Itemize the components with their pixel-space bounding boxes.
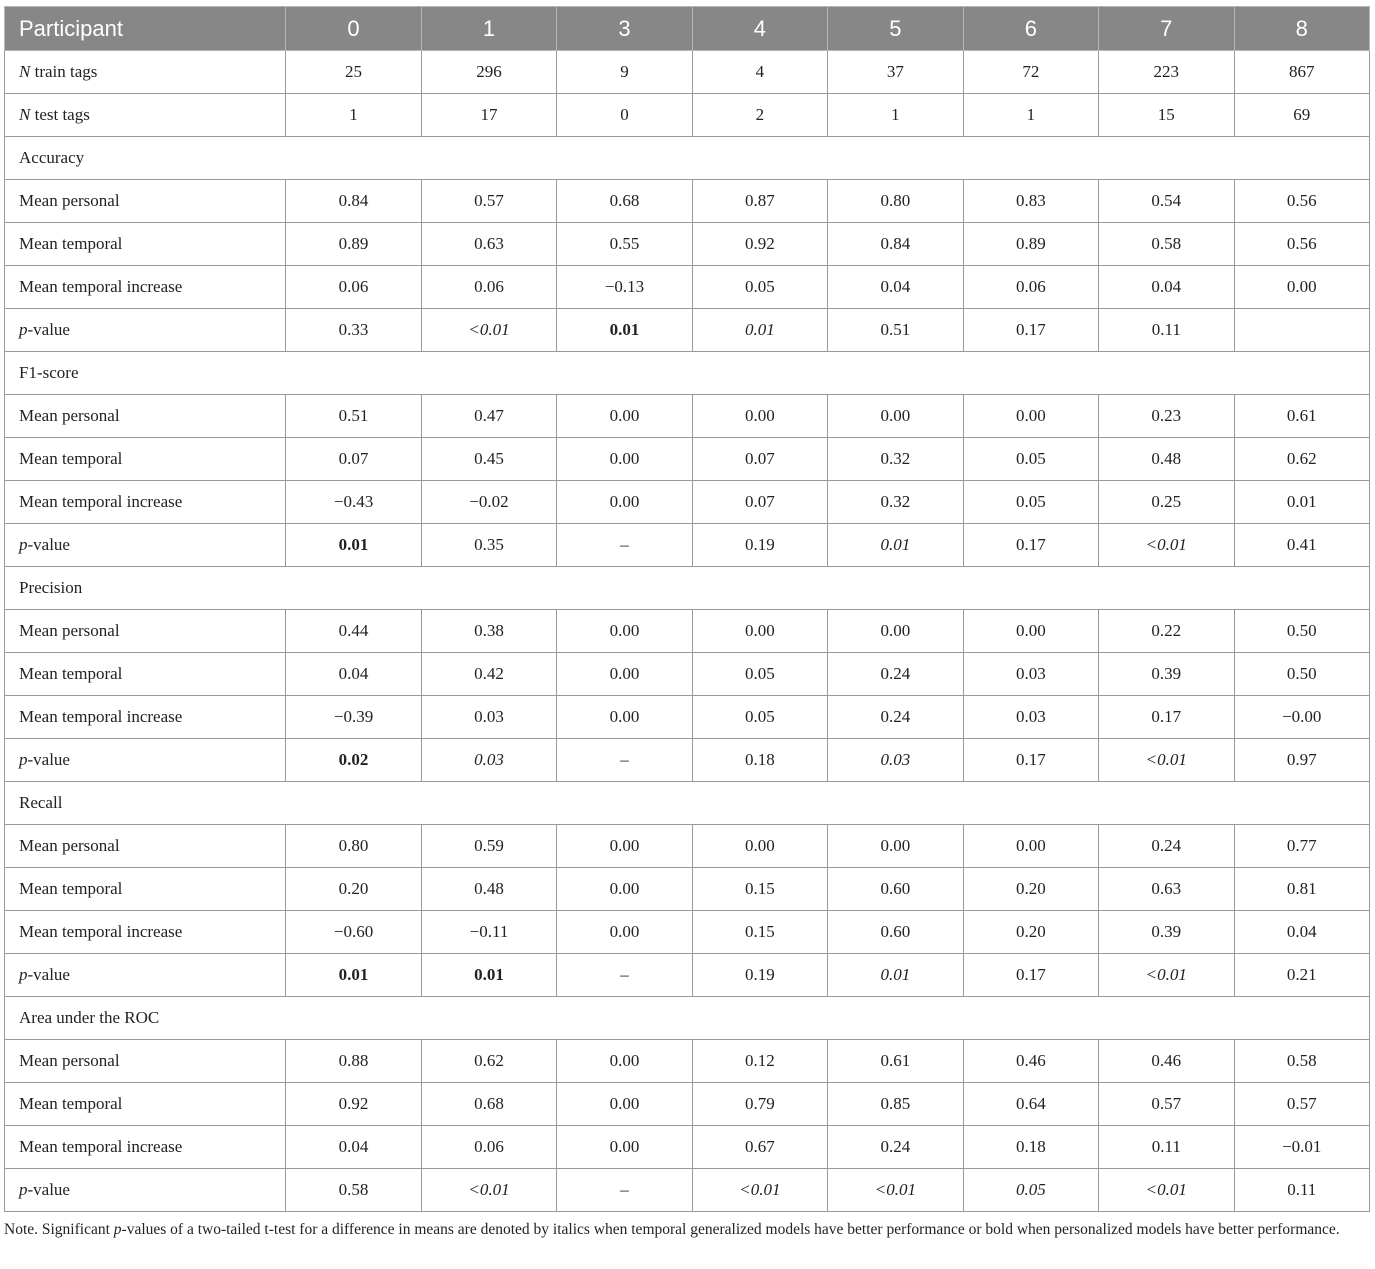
table-cell: 0.83 <box>963 180 1098 223</box>
table-cell: 0.01 <box>286 954 421 997</box>
row-label <box>5 1126 286 1169</box>
p-suffix: -value <box>27 535 70 554</box>
table-cell: 0.45 <box>421 438 556 481</box>
table-cell: 0.87 <box>692 180 827 223</box>
table-cell: <0.01 <box>1099 1169 1234 1212</box>
table-cell: 1 <box>828 94 963 137</box>
table-cell: 0.59 <box>421 825 556 868</box>
table-cell: 0.01 <box>421 954 556 997</box>
table-row <box>5 266 1370 309</box>
row-label-text: Mean personal <box>19 191 120 210</box>
table-cell: −0.00 <box>1234 696 1370 739</box>
row-label-text: Mean personal <box>19 836 120 855</box>
p-italic: p <box>19 535 28 554</box>
row-label-text: Mean personal <box>19 1051 120 1070</box>
results-table-container <box>4 6 1370 1212</box>
note-text: -values of a two-tailed t-test for a difference in means are denoted by italics when temporal generalized models have better performance or bold when personalized models have better performance. <box>121 1221 1340 1238</box>
table-cell: 0.18 <box>692 739 827 782</box>
table-cell: 0.06 <box>421 266 556 309</box>
table-cell: 0.20 <box>963 868 1098 911</box>
table-row <box>5 696 1370 739</box>
table-row <box>5 911 1370 954</box>
table-cell: 72 <box>963 51 1098 94</box>
row-label <box>5 266 286 309</box>
table-row <box>5 868 1370 911</box>
table-row <box>5 309 1370 352</box>
table-cell: −0.43 <box>286 481 421 524</box>
table-cell: 0.04 <box>828 266 963 309</box>
table-cell: 0.51 <box>286 395 421 438</box>
row-label-text: Mean temporal <box>19 449 123 468</box>
table-cell: 0.15 <box>692 868 827 911</box>
table-cell: 0.88 <box>286 1040 421 1083</box>
table-cell: 0.63 <box>421 223 556 266</box>
table-cell: 0.33 <box>286 309 421 352</box>
row-label-text: Mean temporal <box>19 879 123 898</box>
table-row <box>5 481 1370 524</box>
table-cell: 0.63 <box>1099 868 1234 911</box>
table-cell: 1 <box>286 94 421 137</box>
table-cell: 0.39 <box>1099 653 1234 696</box>
row-label <box>5 1040 286 1083</box>
row-label <box>5 94 286 137</box>
table-cell: 0.17 <box>963 309 1098 352</box>
row-label-italic: N <box>19 62 31 81</box>
table-cell: 0.01 <box>692 309 827 352</box>
table-cell: 0.03 <box>963 653 1098 696</box>
table-cell: 0.58 <box>1234 1040 1370 1083</box>
row-label-rest: train tags <box>30 62 98 81</box>
table-row <box>5 1126 1370 1169</box>
table-cell: 0.38 <box>421 610 556 653</box>
p-italic: p <box>19 1180 28 1199</box>
row-label <box>5 309 286 352</box>
row-label-rest: test tags <box>30 105 90 124</box>
table-cell: 296 <box>421 51 556 94</box>
table-cell: 0.68 <box>557 180 692 223</box>
table-cell: 0.60 <box>828 911 963 954</box>
p-suffix: -value <box>27 750 70 769</box>
table-cell: 0.01 <box>828 954 963 997</box>
section-row <box>5 137 1370 180</box>
table-cell: 0.00 <box>692 610 827 653</box>
row-label <box>5 438 286 481</box>
row-label-text: Mean temporal increase <box>19 1137 183 1156</box>
table-cell: 0.81 <box>1234 868 1370 911</box>
table-cell: 0.04 <box>1099 266 1234 309</box>
table-cell: 0.00 <box>557 696 692 739</box>
p-suffix: -value <box>27 320 70 339</box>
section-title: Precision <box>5 567 1370 610</box>
table-cell: 0.89 <box>286 223 421 266</box>
table-cell: 0.17 <box>963 954 1098 997</box>
table-cell: <0.01 <box>828 1169 963 1212</box>
table-row <box>5 825 1370 868</box>
table-cell: 0.22 <box>1099 610 1234 653</box>
table-cell: 0.07 <box>692 481 827 524</box>
table-cell: −0.11 <box>421 911 556 954</box>
table-cell: 0.04 <box>286 1126 421 1169</box>
table-cell: 0.00 <box>557 438 692 481</box>
table-row <box>5 438 1370 481</box>
table-cell: 0.06 <box>286 266 421 309</box>
table-cell: – <box>557 1169 692 1212</box>
table-cell: 0.57 <box>1234 1083 1370 1126</box>
table-cell: 0.05 <box>963 438 1098 481</box>
row-label-text: Mean temporal <box>19 664 123 683</box>
table-cell: 0.04 <box>1234 911 1370 954</box>
row-label <box>5 223 286 266</box>
table-cell: 0.64 <box>963 1083 1098 1126</box>
table-cell: 0.48 <box>421 868 556 911</box>
table-note <box>4 1218 1370 1242</box>
table-cell: 0.15 <box>692 911 827 954</box>
header-col: 6 <box>963 7 1098 51</box>
table-cell: 15 <box>1099 94 1234 137</box>
header-col: 1 <box>421 7 556 51</box>
table-cell: −0.02 <box>421 481 556 524</box>
table-row <box>5 524 1370 567</box>
table-cell: 0.00 <box>692 825 827 868</box>
table-cell: 0.57 <box>421 180 556 223</box>
table-cell: 0.18 <box>963 1126 1098 1169</box>
row-label-text <box>19 535 70 554</box>
row-label-text: Mean personal <box>19 621 120 640</box>
table-cell: 0.02 <box>286 739 421 782</box>
table-cell: 0.42 <box>421 653 556 696</box>
p-italic: p <box>19 750 28 769</box>
table-cell: 0.46 <box>963 1040 1098 1083</box>
table-row <box>5 1083 1370 1126</box>
table-row <box>5 51 1370 94</box>
table-cell: 0.35 <box>421 524 556 567</box>
header-col: 0 <box>286 7 421 51</box>
table-cell: 0.07 <box>692 438 827 481</box>
row-label-text: Mean temporal increase <box>19 492 183 511</box>
table-cell: 4 <box>692 51 827 94</box>
table-cell: 0.79 <box>692 1083 827 1126</box>
row-label <box>5 180 286 223</box>
table-cell: 0.04 <box>286 653 421 696</box>
table-row <box>5 1040 1370 1083</box>
table-cell: 0.55 <box>557 223 692 266</box>
table-cell: −0.01 <box>1234 1126 1370 1169</box>
table-cell: 0.00 <box>963 610 1098 653</box>
row-label-text: Mean temporal increase <box>19 922 183 941</box>
table-cell: 0.84 <box>286 180 421 223</box>
table-cell: 0.05 <box>692 653 827 696</box>
table-cell: 0.00 <box>828 610 963 653</box>
table-cell: 0.61 <box>1234 395 1370 438</box>
p-suffix: -value <box>27 965 70 984</box>
table-cell: 0.50 <box>1234 610 1370 653</box>
table-cell: 0.05 <box>963 481 1098 524</box>
section-row <box>5 352 1370 395</box>
header-col: 5 <box>828 7 963 51</box>
p-italic: p <box>19 320 28 339</box>
table-cell: 0.17 <box>963 739 1098 782</box>
table-cell: 0.00 <box>557 825 692 868</box>
table-cell: 0.24 <box>828 653 963 696</box>
table-cell: 0.25 <box>1099 481 1234 524</box>
table-cell: 0.56 <box>1234 180 1370 223</box>
note-p-italic: p <box>113 1221 122 1238</box>
table-cell: 0.44 <box>286 610 421 653</box>
table-cell: 867 <box>1234 51 1370 94</box>
table-cell: <0.01 <box>1099 739 1234 782</box>
table-cell: 0.01 <box>286 524 421 567</box>
p-suffix: -value <box>27 1180 70 1199</box>
table-cell: 0.92 <box>692 223 827 266</box>
section-row <box>5 567 1370 610</box>
table-cell: <0.01 <box>1099 524 1234 567</box>
table-cell: 0.20 <box>963 911 1098 954</box>
row-label <box>5 954 286 997</box>
table-cell: 0.84 <box>828 223 963 266</box>
table-cell: 0.11 <box>1099 309 1234 352</box>
table-row <box>5 610 1370 653</box>
table-cell: 0.24 <box>828 696 963 739</box>
table-row <box>5 739 1370 782</box>
table-cell: 0.00 <box>963 395 1098 438</box>
table-cell: 0.67 <box>692 1126 827 1169</box>
table-cell: 0.19 <box>692 954 827 997</box>
table-cell: 0.68 <box>421 1083 556 1126</box>
table-cell: 0.00 <box>557 481 692 524</box>
table-cell: 0.20 <box>286 868 421 911</box>
header-row <box>5 7 1370 51</box>
header-col: 3 <box>557 7 692 51</box>
table-body <box>5 51 1370 1212</box>
table-cell: 0.03 <box>828 739 963 782</box>
table-cell: 0.89 <box>963 223 1098 266</box>
row-label-text: Mean temporal increase <box>19 277 183 296</box>
table-cell: 0.50 <box>1234 653 1370 696</box>
table-cell <box>1234 309 1370 352</box>
table-cell: 0.51 <box>828 309 963 352</box>
table-cell: 1 <box>963 94 1098 137</box>
table-cell: 0.00 <box>557 868 692 911</box>
section-title: Recall <box>5 782 1370 825</box>
table-row <box>5 94 1370 137</box>
table-cell: 0.12 <box>692 1040 827 1083</box>
table-cell: 0.80 <box>828 180 963 223</box>
table-cell: 0.11 <box>1234 1169 1370 1212</box>
row-label <box>5 653 286 696</box>
row-label <box>5 610 286 653</box>
table-cell: – <box>557 739 692 782</box>
table-cell: 0 <box>557 94 692 137</box>
table-cell: 0.97 <box>1234 739 1370 782</box>
row-label <box>5 51 286 94</box>
table-cell: 25 <box>286 51 421 94</box>
table-cell: 0.77 <box>1234 825 1370 868</box>
table-cell: 0.00 <box>828 825 963 868</box>
table-cell: 0.00 <box>963 825 1098 868</box>
table-cell: 0.56 <box>1234 223 1370 266</box>
table-cell: 0.61 <box>828 1040 963 1083</box>
table-cell: 0.39 <box>1099 911 1234 954</box>
table-header <box>5 7 1370 51</box>
table-cell: 17 <box>421 94 556 137</box>
row-label-italic: N <box>19 105 31 124</box>
table-cell: 0.00 <box>557 1040 692 1083</box>
table-cell: 0.58 <box>1099 223 1234 266</box>
table-cell: 0.23 <box>1099 395 1234 438</box>
table-cell: 0.05 <box>692 266 827 309</box>
table-cell: 0.54 <box>1099 180 1234 223</box>
row-label-text <box>19 965 70 984</box>
row-label-text <box>19 320 70 339</box>
table-cell: 9 <box>557 51 692 94</box>
note-prefix: Note. Significant <box>4 1221 114 1238</box>
row-label <box>5 1169 286 1212</box>
table-cell: 0.05 <box>963 1169 1098 1212</box>
table-row <box>5 223 1370 266</box>
table-cell: 0.24 <box>828 1126 963 1169</box>
table-cell: 69 <box>1234 94 1370 137</box>
table-cell: 0.19 <box>692 524 827 567</box>
table-cell: 0.00 <box>557 653 692 696</box>
table-cell: 0.00 <box>828 395 963 438</box>
row-label-text <box>19 1180 70 1199</box>
results-table <box>4 6 1370 1212</box>
table-cell: 0.00 <box>557 610 692 653</box>
section-row <box>5 997 1370 1040</box>
table-cell: 0.06 <box>963 266 1098 309</box>
table-cell: 0.62 <box>1234 438 1370 481</box>
row-label <box>5 481 286 524</box>
table-cell: 0.01 <box>1234 481 1370 524</box>
table-cell: 0.11 <box>1099 1126 1234 1169</box>
row-label <box>5 911 286 954</box>
table-cell: <0.01 <box>692 1169 827 1212</box>
table-cell: −0.13 <box>557 266 692 309</box>
row-label-text: Mean temporal <box>19 1094 123 1113</box>
row-label <box>5 1083 286 1126</box>
header-col: 4 <box>692 7 827 51</box>
table-cell: 0.03 <box>421 696 556 739</box>
table-cell: 0.80 <box>286 825 421 868</box>
row-label-text: Mean personal <box>19 406 120 425</box>
row-label <box>5 395 286 438</box>
header-participant: Participant <box>5 7 286 51</box>
table-cell: 0.57 <box>1099 1083 1234 1126</box>
table-cell: 0.00 <box>557 911 692 954</box>
table-cell: 0.01 <box>557 309 692 352</box>
header-col: 7 <box>1099 7 1234 51</box>
table-cell: 0.17 <box>963 524 1098 567</box>
table-cell: 37 <box>828 51 963 94</box>
table-cell: 0.41 <box>1234 524 1370 567</box>
table-cell: 0.01 <box>828 524 963 567</box>
table-cell: 2 <box>692 94 827 137</box>
row-label-text: Mean temporal increase <box>19 707 183 726</box>
table-cell: 0.00 <box>692 395 827 438</box>
table-cell: 0.17 <box>1099 696 1234 739</box>
table-row <box>5 954 1370 997</box>
row-label <box>5 739 286 782</box>
table-cell: 0.62 <box>421 1040 556 1083</box>
table-cell: 0.05 <box>692 696 827 739</box>
section-title: F1-score <box>5 352 1370 395</box>
row-label <box>5 696 286 739</box>
table-cell: <0.01 <box>421 1169 556 1212</box>
section-title: Accuracy <box>5 137 1370 180</box>
table-cell: 0.00 <box>557 1083 692 1126</box>
section-row <box>5 782 1370 825</box>
p-italic: p <box>19 965 28 984</box>
table-cell: 0.06 <box>421 1126 556 1169</box>
table-cell: 0.21 <box>1234 954 1370 997</box>
row-label <box>5 524 286 567</box>
table-cell: 0.03 <box>963 696 1098 739</box>
table-cell: <0.01 <box>1099 954 1234 997</box>
table-cell: −0.60 <box>286 911 421 954</box>
table-cell: −0.39 <box>286 696 421 739</box>
table-cell: – <box>557 524 692 567</box>
row-label <box>5 825 286 868</box>
table-cell: 0.32 <box>828 481 963 524</box>
table-cell: 223 <box>1099 51 1234 94</box>
table-cell: 0.47 <box>421 395 556 438</box>
table-cell: 0.58 <box>286 1169 421 1212</box>
table-cell: – <box>557 954 692 997</box>
table-row <box>5 1169 1370 1212</box>
table-row <box>5 395 1370 438</box>
table-row <box>5 653 1370 696</box>
table-cell: 0.32 <box>828 438 963 481</box>
table-cell: <0.01 <box>421 309 556 352</box>
table-cell: 0.92 <box>286 1083 421 1126</box>
table-cell: 0.07 <box>286 438 421 481</box>
table-row <box>5 180 1370 223</box>
table-cell: 0.03 <box>421 739 556 782</box>
table-cell: 0.24 <box>1099 825 1234 868</box>
table-cell: 0.85 <box>828 1083 963 1126</box>
table-cell: 0.48 <box>1099 438 1234 481</box>
table-cell: 0.00 <box>1234 266 1370 309</box>
row-label-text: Mean temporal <box>19 234 123 253</box>
section-title: Area under the ROC <box>5 997 1370 1040</box>
table-cell: 0.00 <box>557 1126 692 1169</box>
table-cell: 0.00 <box>557 395 692 438</box>
table-cell: 0.60 <box>828 868 963 911</box>
header-col: 8 <box>1234 7 1370 51</box>
row-label <box>5 868 286 911</box>
row-label-text <box>19 750 70 769</box>
table-cell: 0.46 <box>1099 1040 1234 1083</box>
